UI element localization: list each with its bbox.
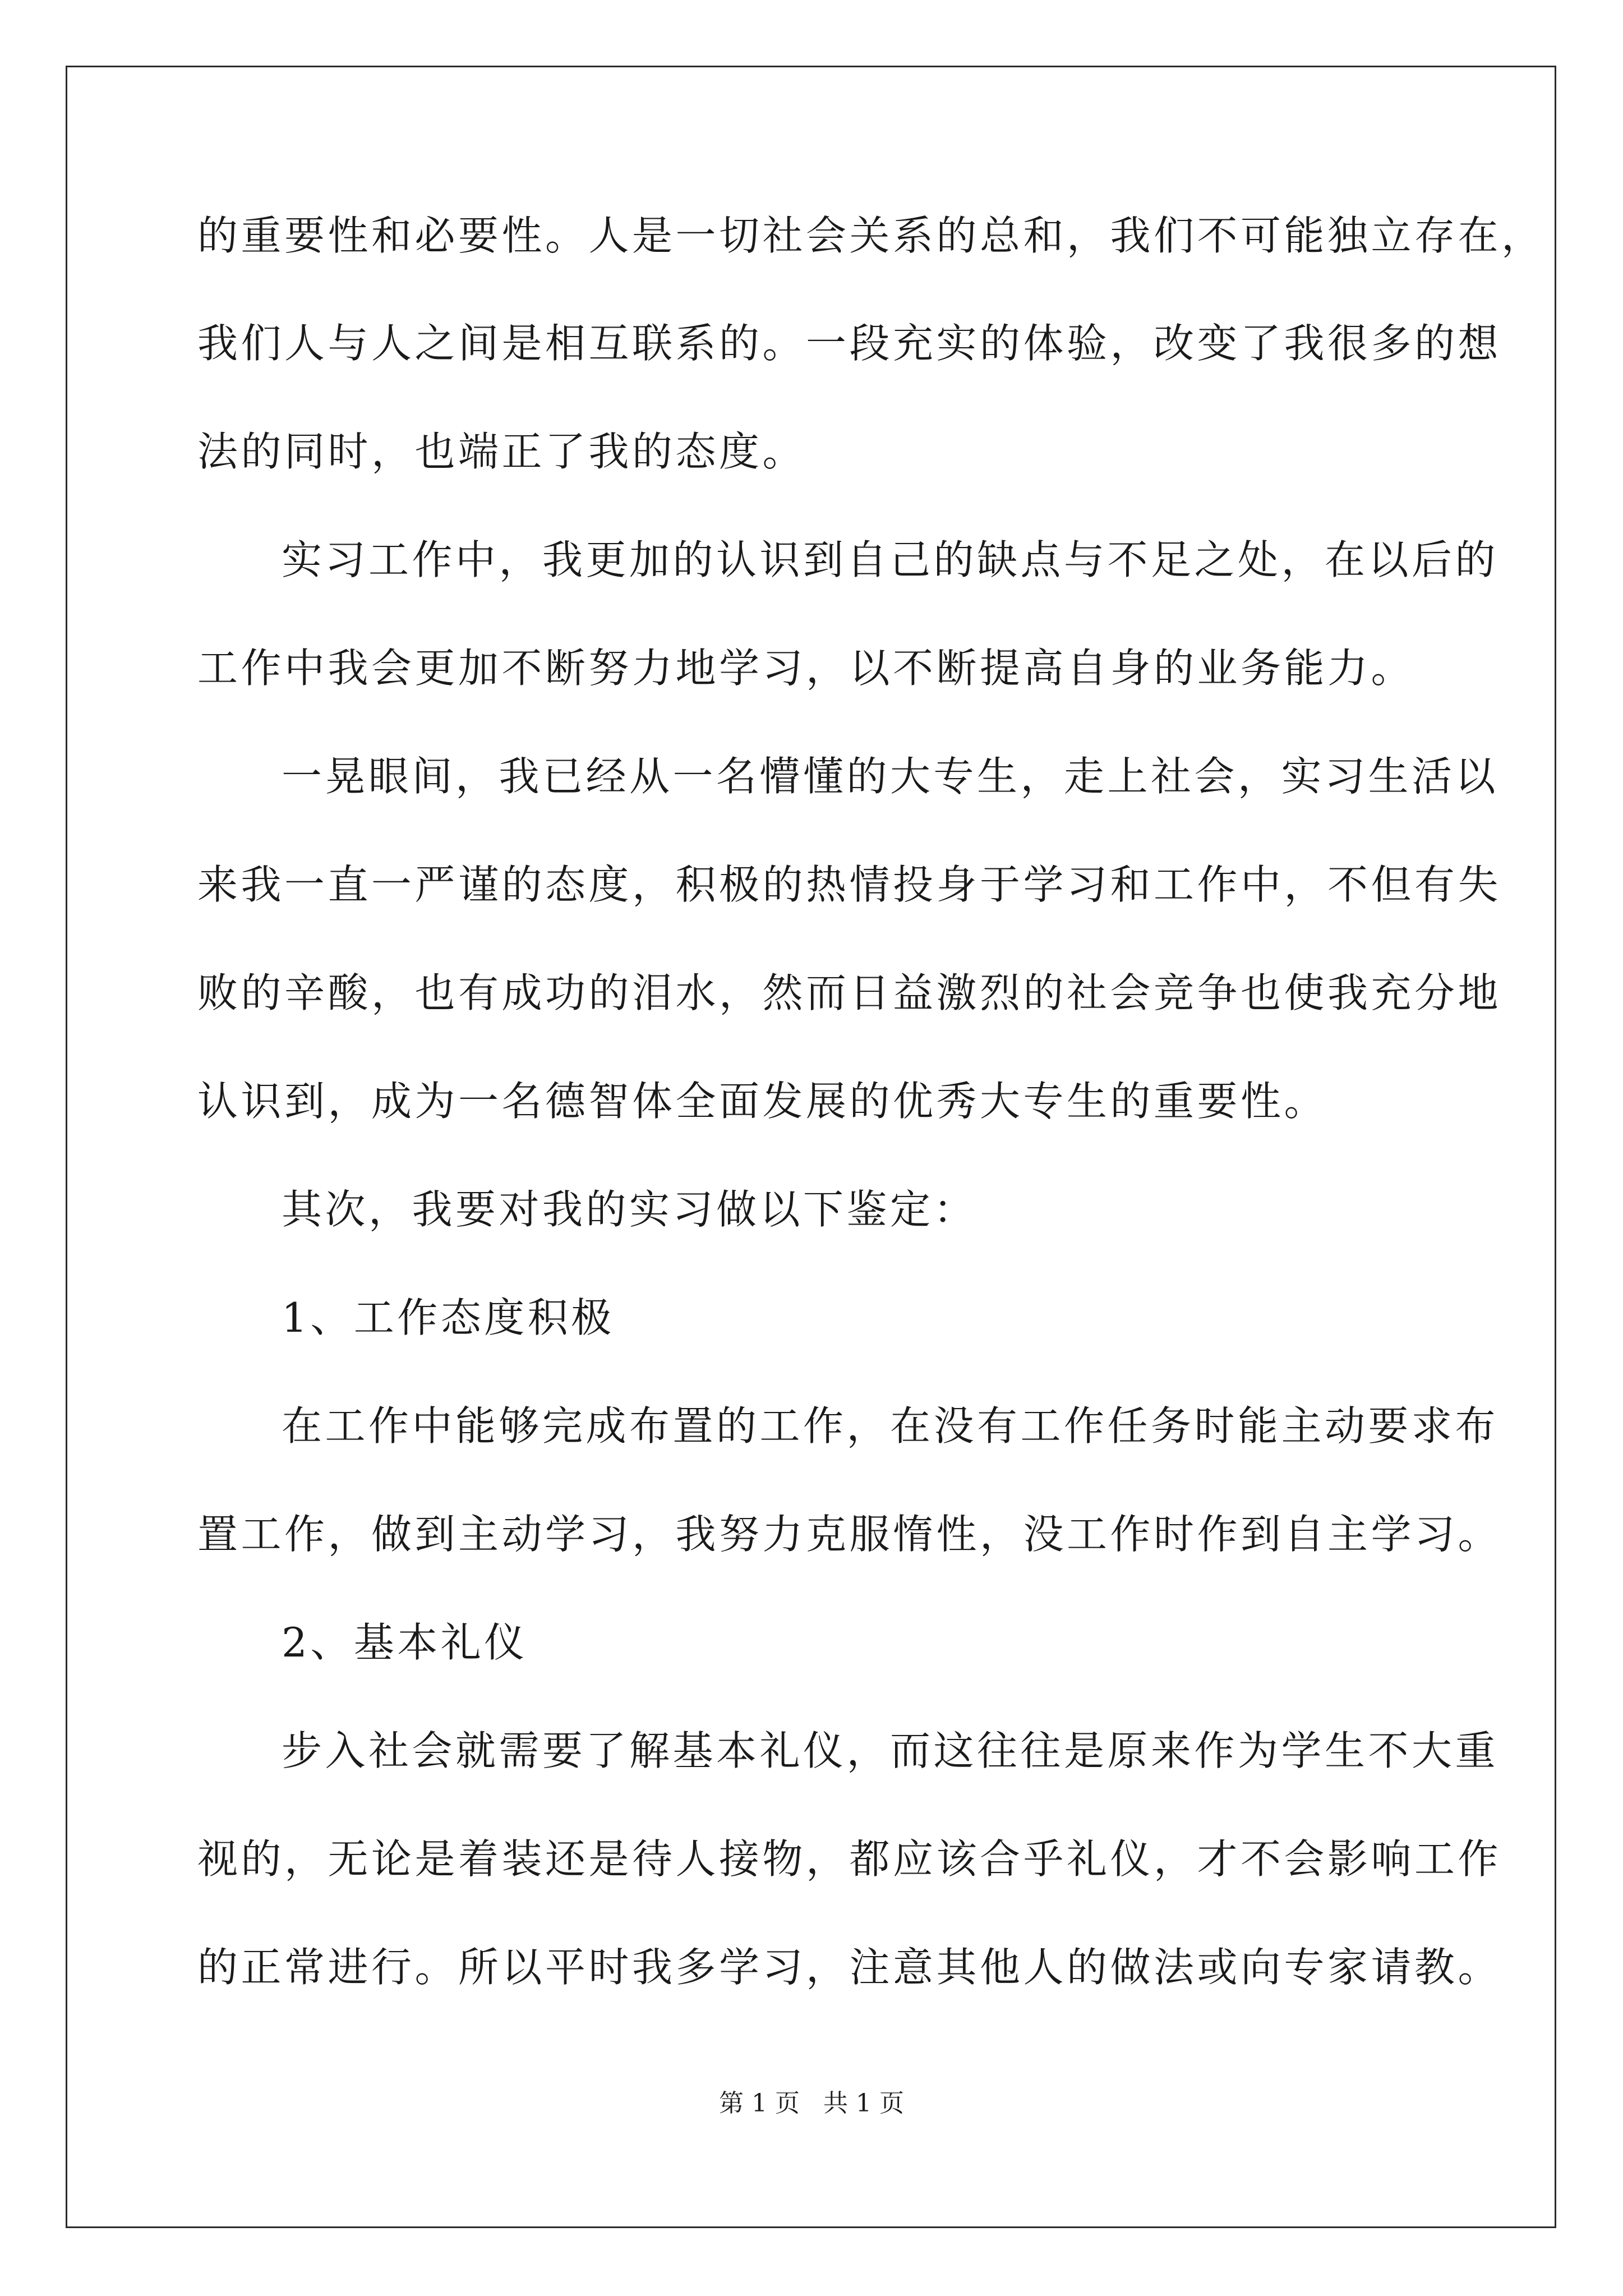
page-border [66,66,1556,2228]
text-line: 其次，我要对我的实习做以下鉴定： [282,1186,978,1233]
text-line: 在工作中能够完成布置的工作，在没有工作任务时能主动要求布 [282,1402,1499,1450]
text-line: 来我一直一严谨的态度，积极的热情投身于学习和工作中，不但有失 [197,861,1502,908]
page-total: 共 1 页 [823,2089,904,2118]
text-line: 工作中我会更加不断努力地学习，以不断提高自身的业务能力。 [197,645,1415,692]
text-line: 实习工作中，我更加的认识到自己的缺点与不足之处，在以后的 [282,536,1499,583]
page-footer [0,2088,1623,2119]
text-line: 置工作，做到主动学习，我努力克服惰性，没工作时作到自主学习。 [197,1511,1502,1558]
section-heading: 2、基本礼仪 [282,1619,528,1666]
text-line: 败的辛酸，也有成功的泪水，然而日益激烈的社会竞争也使我充分地 [197,969,1502,1016]
section-heading: 1、工作态度积极 [282,1294,615,1341]
text-line: 认识到，成为一名德智体全面发展的优秀大专生的重要性。 [197,1078,1328,1125]
text-line: 一晃眼间，我已经从一名懵懂的大专生，走上社会，实习生活以 [282,753,1499,800]
text-line: 视的，无论是着装还是待人接物，都应该合乎礼仪，才不会影响工作 [197,1835,1502,1883]
text-line: 我们人与人之间是相互联系的。一段充实的体验，改变了我很多的想 [197,320,1502,367]
page-number: 第 1 页 [719,2089,800,2118]
text-line: 的正常进行。所以平时我多学习，注意其他人的做法或向专家请教。 [197,1944,1502,1991]
text-line: 步入社会就需要了解基本礼仪，而这往往是原来作为学生不大重 [282,1727,1499,1774]
text-line: 的重要性和必要性。人是一切社会关系的总和，我们不可能独立存在， [197,212,1545,259]
text-line: 法的同时，也端正了我的态度。 [197,428,806,475]
